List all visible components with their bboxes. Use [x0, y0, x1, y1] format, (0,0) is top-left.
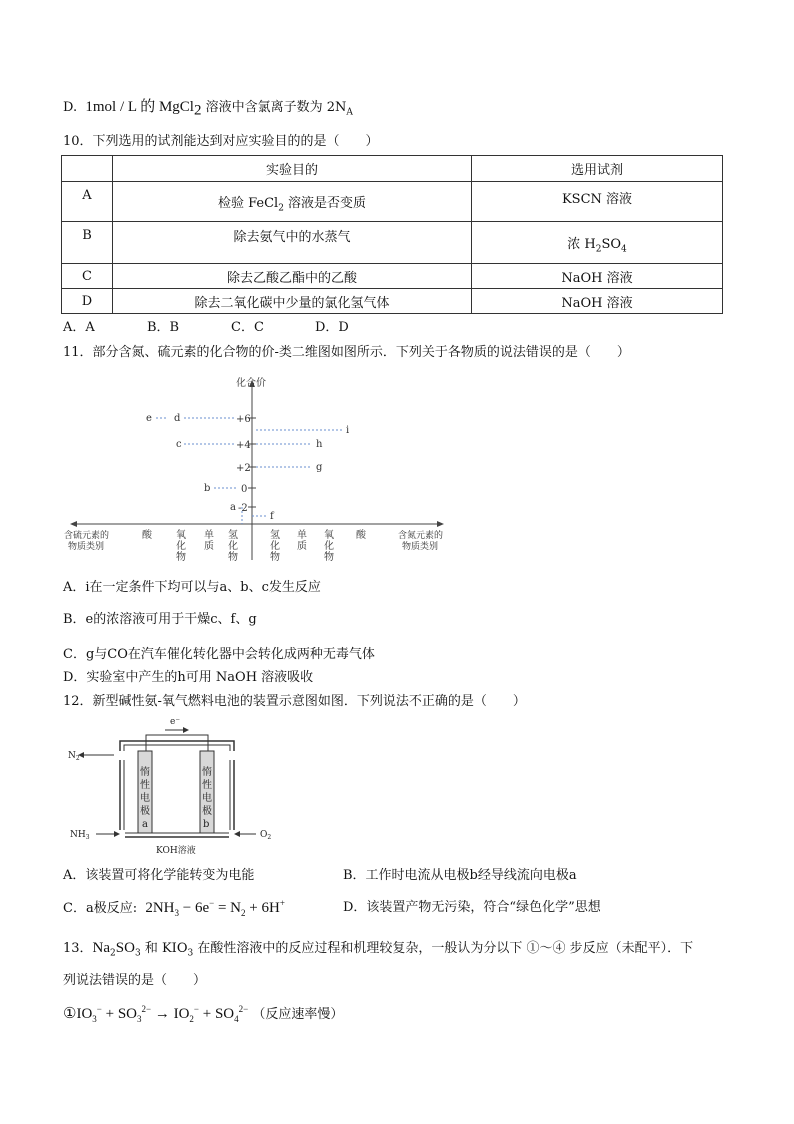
purpose-cell: 除去氨气中的水蒸气 — [113, 222, 472, 264]
electrode-a-char: 惰 — [140, 767, 150, 778]
equation — [145, 900, 285, 916]
subscript: 4 — [234, 1014, 239, 1024]
q11-option-a: A．i在一定条件下均可以与a、b、c发生反应 — [63, 580, 321, 595]
superscript: 2− — [141, 1004, 152, 1014]
stem-text: 在酸性溶液中的反应过程和机理较复杂，一般认为分以下 ①～④ 步反应（未配平）．下 — [193, 941, 694, 956]
superscript: − — [193, 1004, 199, 1014]
point-label-b: b — [204, 483, 211, 494]
point-label-d: d — [174, 413, 181, 424]
option-a: A．A — [63, 320, 95, 335]
fuel-cell-diagram — [68, 713, 288, 863]
option-b: B．B — [147, 320, 180, 335]
valence-category-chart — [60, 372, 455, 577]
point-label-i: i — [346, 425, 350, 436]
subscript: A — [346, 107, 353, 118]
header-cell: 选用试剂 — [472, 156, 723, 182]
eq-part: + SO — [198, 1006, 235, 1022]
reagent-text: SO — [601, 237, 622, 252]
superscript: + — [279, 898, 285, 908]
electrode-b-char: 惰 — [202, 767, 212, 778]
table-header-row — [62, 156, 723, 182]
subscript: 2 — [189, 1014, 194, 1024]
outlet-gap — [117, 751, 125, 760]
subscript: 3 — [92, 1014, 97, 1024]
q12-option-d: D．该装置产物无污染，符合“绿色化学”思想 — [343, 900, 601, 915]
x-right-title-line: 含氮元素的 — [398, 531, 444, 541]
subscript: 2 — [75, 755, 80, 762]
row-label: C — [62, 264, 113, 289]
subscript: 3 — [137, 1014, 142, 1024]
eq-part: → IO — [151, 1006, 190, 1022]
row-label: A — [62, 182, 113, 222]
purpose-cell: 除去二氧化碳中少量的氯化氢气体 — [113, 289, 472, 314]
x-category-label: 氧 — [176, 530, 186, 541]
y-tick-label: +2 — [236, 463, 251, 474]
stem-text: 和 KIO — [140, 941, 188, 956]
point-label-c: c — [176, 439, 182, 450]
n2-label — [68, 751, 80, 762]
electrode-b-char: 性 — [202, 780, 212, 791]
n2-text: N — [68, 751, 76, 761]
electrode-b-char: b — [203, 819, 210, 830]
x-axis-right-arrow-icon — [437, 521, 444, 527]
eq-part: 2NH — [145, 900, 175, 916]
x-category-label: 化 — [324, 541, 334, 552]
x-category-label: 物 — [176, 552, 186, 563]
q11-option-d: D．实验室中产生的h可用 NaOH 溶液吸收 — [63, 670, 314, 685]
q10-table — [61, 155, 723, 314]
electrode-a-char: 极 — [140, 806, 150, 817]
subscript: 2 — [110, 948, 116, 959]
reagent-cell: NaOH 溶液 — [472, 264, 723, 289]
row-label: D — [62, 289, 113, 314]
o2-label — [260, 830, 271, 841]
electron-label: e⁻ — [170, 717, 181, 727]
electrode-a-char: 电 — [140, 793, 150, 804]
reagent-cell — [472, 222, 723, 264]
purpose-cell — [113, 182, 472, 222]
q11-stem: 11．部分含氮、硫元素的化合物的价-类二维图如图所示．下列关于各物质的说法错误的是（ ） — [63, 345, 630, 360]
superscript: 2− — [238, 1004, 249, 1014]
option-label: C．a极反应: — [63, 901, 138, 916]
y-axis-title: 化合价 — [236, 378, 266, 389]
x-left-title-line: 物质类别 — [68, 542, 105, 552]
subscript: 2 — [278, 203, 284, 214]
header-cell: 实验目的 — [113, 156, 472, 182]
q9-option-d — [63, 98, 353, 117]
electrode-a-char: a — [142, 819, 148, 830]
option-d: D．D — [315, 320, 349, 335]
question-number: 13． — [63, 941, 93, 956]
eq-part: + SO — [101, 1006, 137, 1022]
electrode-b-char: 电 — [202, 793, 212, 804]
y-tick-label: +6 — [236, 414, 251, 425]
option-label: D. — [63, 100, 78, 115]
q12-option-b: B．工作时电流从电极b经导线流向电极a — [343, 868, 577, 883]
q12-option-c — [63, 899, 285, 918]
q10-options — [63, 319, 349, 337]
q12-option-a: A．该装置可将化学能转变为电能 — [63, 868, 255, 883]
point-label-e: e — [146, 413, 152, 424]
table-row — [62, 289, 723, 314]
subscript: 3 — [174, 908, 180, 918]
eq-part: + 6H — [245, 900, 280, 916]
subscript: 2 — [595, 244, 602, 255]
q10-stem: 10．下列选用的试剂能达到对应实验目的的是（ ） — [63, 134, 379, 149]
y-tick-label: +4 — [236, 440, 251, 451]
formula-text: Na — [92, 940, 111, 956]
y-tick-label: -2 — [238, 503, 248, 514]
superscript: − — [209, 898, 215, 908]
q12-stem: 12．新型碱性氨-氧气燃料电池的装置示意图如图．下列说法不正确的是（ ） — [63, 694, 526, 709]
y-tick-label: 0 — [241, 484, 248, 495]
cell-vessel — [120, 741, 234, 837]
q13-step1 — [63, 1005, 343, 1024]
purpose-text: 溶液是否变质 — [283, 196, 367, 211]
nh3-text: NH — [70, 830, 86, 840]
x-right-title-line: 物质类别 — [402, 542, 439, 552]
x-category-label: 化 — [176, 541, 186, 552]
x-category-label: 单 — [204, 530, 214, 541]
subscript: 2 — [267, 834, 272, 841]
o2-text: O — [260, 830, 268, 840]
q13-stem-line2: 列说法错误的是（ ） — [63, 973, 207, 988]
purpose-cell: 除去乙酸乙酯中的乙酸 — [113, 264, 472, 289]
point-label-f: f — [270, 511, 274, 522]
electron-arrow-icon — [183, 727, 189, 733]
point-label-h: h — [316, 439, 323, 450]
reagent-cell: NaOH 溶液 — [472, 289, 723, 314]
eq-part: ①IO — [63, 1006, 93, 1022]
point-label-g: g — [316, 462, 323, 473]
x-category-label: 单 — [297, 530, 307, 541]
q13-stem — [63, 939, 693, 958]
reagent-cell: KSCN 溶液 — [472, 182, 723, 222]
x-category-labels — [142, 528, 367, 563]
purpose-text: 检验 FeCl — [217, 196, 279, 211]
x-category-label: 物 — [228, 552, 238, 563]
x-category-label: 酸 — [142, 530, 152, 541]
table-row — [62, 222, 723, 264]
x-category-label: 物 — [270, 552, 280, 563]
x-category-label: 化 — [228, 541, 238, 552]
subscript: 4 — [621, 244, 627, 255]
table-row — [62, 182, 723, 222]
eq-part: = N — [214, 900, 242, 916]
subscript: 3 — [85, 834, 90, 841]
superscript: − — [96, 1004, 102, 1014]
subscript: 3 — [134, 948, 141, 959]
x-category-label: 质 — [297, 541, 307, 552]
equation — [63, 1006, 248, 1022]
option-text: 溶液中含氯离子数为 2N — [201, 100, 347, 115]
electrode-a-char: 性 — [140, 780, 150, 791]
rate-note: （反应速率慢） — [252, 1007, 344, 1022]
x-category-label: 物 — [324, 552, 334, 563]
row-label: B — [62, 222, 113, 264]
outlet-gap — [229, 751, 237, 760]
subscript: 2 — [193, 102, 202, 119]
x-category-label: 氧 — [324, 530, 334, 541]
external-wire — [146, 735, 208, 753]
nh3-label — [70, 830, 90, 841]
x-category-label: 氢 — [228, 530, 238, 541]
x-axis-left-arrow-icon — [70, 521, 77, 527]
electrode-b-char: 极 — [202, 806, 212, 817]
header-cell — [62, 156, 113, 182]
subscript: 3 — [187, 948, 194, 959]
table-row — [62, 264, 723, 289]
option-c: C．C — [231, 320, 264, 335]
eq-part: − 6e — [179, 900, 210, 916]
q11-option-c: C．g与CO在汽车催化转化器中会转化成两种无毒气体 — [63, 647, 375, 662]
point-label-a: a — [230, 502, 236, 513]
x-left-title-line: 含硫元素的 — [64, 531, 110, 541]
formula-text: SO — [115, 940, 135, 956]
x-category-label: 质 — [204, 541, 214, 552]
x-category-label: 酸 — [356, 530, 366, 541]
q11-option-b: B．e的浓溶液可用于干燥c、f、g — [63, 612, 257, 627]
electrolyte-label: KOH溶液 — [156, 846, 196, 856]
subscript: 2 — [241, 908, 246, 918]
x-category-label: 化 — [270, 541, 280, 552]
reagent-text: 浓 H — [567, 237, 596, 252]
x-category-label: 氢 — [270, 530, 280, 541]
formula-text: 1mol / L 的 MgCl — [85, 99, 194, 115]
